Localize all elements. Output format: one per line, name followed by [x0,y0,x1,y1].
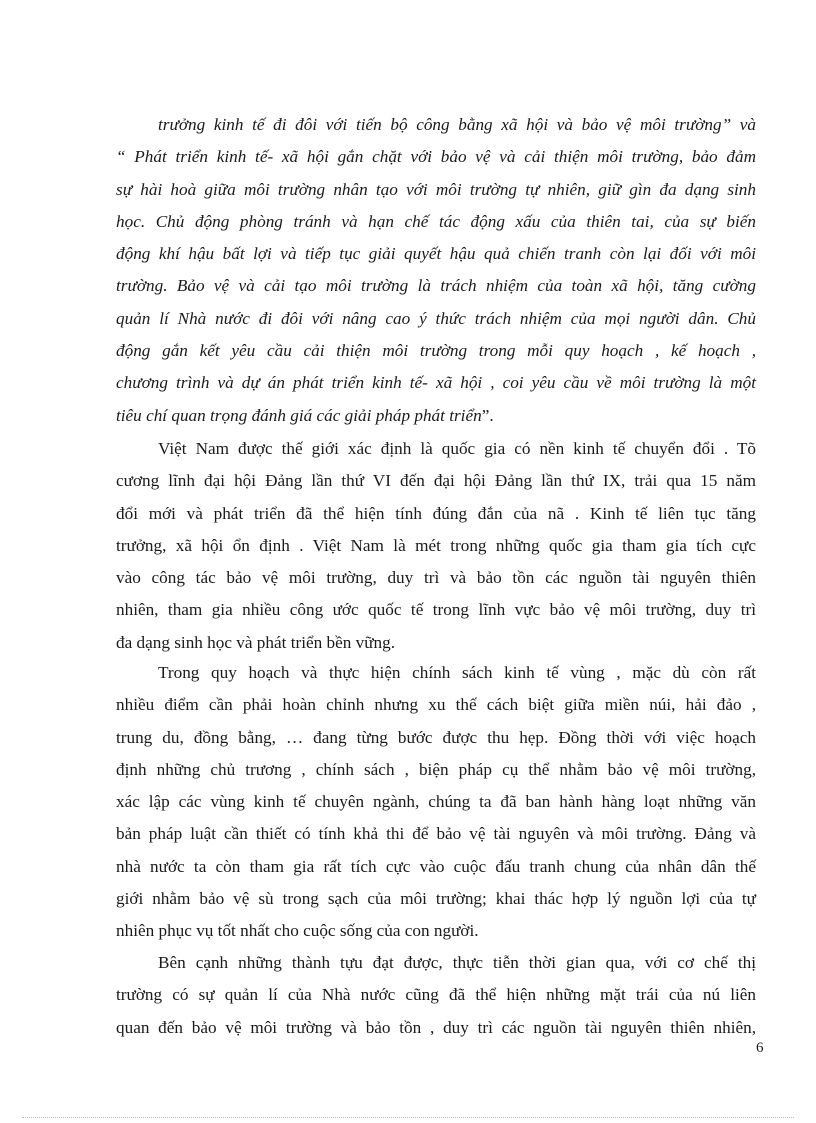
paragraph-line: vào công tác bảo vệ môi trường, duy trì và bảo tồn các nguồn tài nguyên thiên [116,568,756,588]
paragraph-line: nhiều điểm cần phải hoàn chỉnh nhưng xu thế cách biệt giữa miền núi, hải đảo , [116,695,756,715]
paragraph-line: nhà nước ta còn tham gia rất tích cực vào cuộc đấu tranh chung của nhân dân thế [116,856,756,876]
quote-last-text: tiêu chí quan trọng đánh giá các giải pháp phát triển [116,405,482,425]
paragraph-line: xác lập các vùng kinh tế chuyên ngành, chúng ta đã ban hành hàng loạt những văn [116,792,756,812]
paragraph-line: Trong quy hoạch và thực hiện chính sách kinh tế vùng , mặc dù còn rất [158,663,756,682]
paragraph-market-mechanism [116,947,756,1044]
quote-last-line [116,400,756,432]
paragraph-line: định những chủ trương , chính sách , biện pháp cụ thể nhằm bảo vệ môi trường, [116,759,756,779]
paragraph-line: quan đến bảo vệ môi trường và bảo tồn , duy trì các nguồn tài nguyên thiên nhiên, [116,1017,756,1037]
quote-line: học. Chủ động phòng tránh và hạn chế tác động xấu của thiên tai, của sự biến [116,211,756,231]
quote-line: sự hài hoà giữa môi trường nhân tạo với môi trường tự nhiên, giữ gìn đa dạng sinh [116,179,756,199]
paragraph-line: trung du, đồng bằng, … đang từng bước được thu hẹp. Đồng thời với việc hoạch [116,727,756,747]
paragraph-vietnam-transition [116,433,756,659]
paragraph-line: Bên cạnh những thành tựu đạt được, thực tiễn thời gian qua, với cơ chế thị [158,953,756,972]
quoted-passage [116,109,756,432]
quote-line: động khí hậu bất lợi và tiếp tục giải quyết hậu quả chiến tranh còn lại đối với môi [116,244,756,264]
quote-line: trưởng kinh tế đi đôi với tiến bộ công bằng xã hội và bảo vệ môi trường” và [158,115,756,134]
quote-line: “ Phát triển kinh tế- xã hội gắn chặt với bảo vệ và cải thiện môi trường, bảo đảm [116,147,756,167]
quote-closing-mark: ”. [481,405,494,425]
paragraph-line: đa dạng sinh học và phát triển bền vững. [116,632,395,652]
paragraph-line: trường có sự quản lí của Nhà nước cũng đã thể hiện những mặt trái của nú liên [116,985,756,1005]
paragraph-line: bản pháp luật cần thiết có tính khả thi để bảo vệ tài nguyên và môi trường. Đảng và [116,824,756,844]
quote-line: trường. Bảo vệ và cải tạo môi trường là trách nhiệm của toàn xã hội, tăng cường [116,276,756,296]
paragraph-line: đổi mới và phát triển đã thể hiện tính đúng đắn của nã . Kinh tế liên tục tăng [116,503,756,523]
paragraph-regional-policy [116,657,756,948]
paragraph-line: nhiên, tham gia nhiều công ước quốc tế trong lĩnh vực bảo vệ môi trường, duy trì [116,600,756,620]
page-bottom-divider [22,1117,794,1118]
quote-line: chương trình và dự án phát triển kinh tế- xã hội , coi yêu cầu về môi trường là một [116,373,756,393]
paragraph-line: cương lĩnh đại hội Đảng lần thứ VI đến đại hội Đảng lần thứ IX, trải qua 15 năm [116,471,756,491]
quote-line: quản lí Nhà nước đi đôi với nâng cao ý thức trách nhiệm của mọi người dân. Chủ [116,308,756,328]
paragraph-line: nhiên phục vụ tốt nhất cho cuộc sống của con người. [116,921,479,941]
page-number: 6 [756,1040,764,1056]
quote-line: động gắn kết yêu cầu cải thiện môi trường trong mỗi quy hoạch , kế hoạch , [116,341,756,361]
paragraph-line: trưởng, xã hội ổn định . Việt Nam là mét trong những quốc gia tham gia tích cực [116,535,756,555]
paragraph-line: giới nhằm bảo vệ sù trong sạch của môi trường; khai thác hợp lý nguồn lợi của tự [116,889,756,909]
paragraph-line: Việt Nam được thế giới xác định là quốc gia có nền kinh tế chuyển đổi . Tõ [158,439,756,458]
